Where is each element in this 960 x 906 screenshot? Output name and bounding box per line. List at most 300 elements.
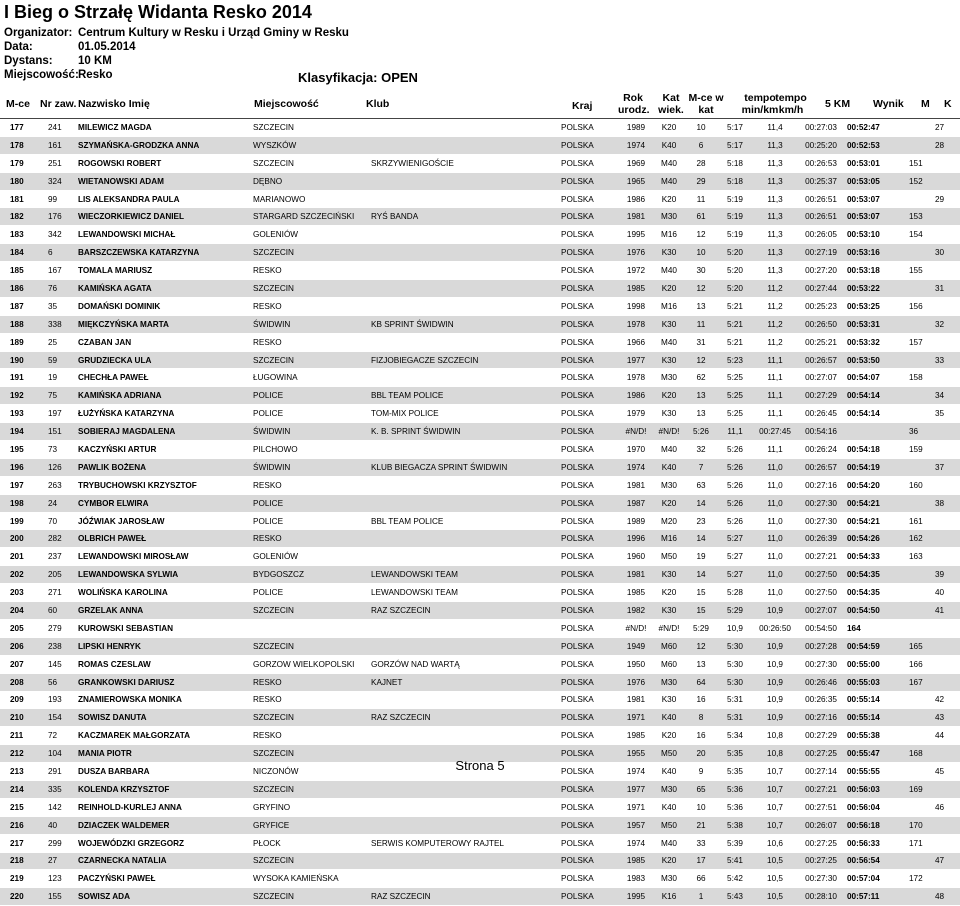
- cell-city: RESKO: [253, 333, 371, 351]
- cell-place-women: 47: [931, 852, 960, 870]
- cell-speed: 10,9: [755, 673, 795, 691]
- cell-category: M40: [651, 262, 687, 280]
- cell-name: LEWANDOWSKI MIROSŁAW: [78, 548, 253, 566]
- table-row: [0, 333, 960, 351]
- cell-bib: 197: [38, 405, 78, 423]
- cell-country: POLSKA: [561, 333, 621, 351]
- cell-place: 202: [0, 566, 38, 584]
- cell-category: K30: [651, 691, 687, 709]
- cell-country: POLSKA: [561, 619, 621, 637]
- cell-club: KB SPRINT ŚWIDWIN: [371, 315, 561, 333]
- cell-category: K40: [651, 709, 687, 727]
- cell-speed: 11,2: [755, 297, 795, 315]
- cell-place: 185: [0, 262, 38, 280]
- table-row: [0, 244, 960, 262]
- cell-city: STARGARD SZCZECIŃSKI: [253, 208, 371, 226]
- cell-bib: 70: [38, 512, 78, 530]
- cell-category: M40: [651, 333, 687, 351]
- cell-place: 216: [0, 816, 38, 834]
- cell-place-women: [931, 834, 960, 852]
- cell-name: LEWANDOWSKI MICHAŁ: [78, 226, 253, 244]
- cell-result: 00:54:20: [847, 476, 905, 494]
- cell-club: [371, 119, 561, 136]
- cell-pace: 5:31: [715, 709, 755, 727]
- cell-category-place: 10: [687, 798, 715, 816]
- cell-country: POLSKA: [561, 476, 621, 494]
- cell-place-men: 169: [905, 780, 931, 798]
- cell-category-place: 62: [687, 369, 715, 387]
- cell-category-place: 16: [687, 691, 715, 709]
- cell-category-place: 12: [687, 637, 715, 655]
- cell-speed: 10,5: [755, 870, 795, 888]
- cell-year: 1978: [621, 315, 651, 333]
- cell-year: 1977: [621, 351, 651, 369]
- cell-name: KAMIŃSKA AGATA: [78, 280, 253, 298]
- cell-year: 1957: [621, 816, 651, 834]
- meta-value: Resko: [78, 69, 113, 81]
- cell-bib: 123: [38, 870, 78, 888]
- cell-city: NICZONÓW: [253, 763, 371, 781]
- table-row: [0, 691, 960, 709]
- cell-year: 1982: [621, 602, 651, 620]
- cell-split-5km: 00:27:51: [795, 798, 847, 816]
- cell-pace: 5:25: [715, 387, 755, 405]
- cell-city: GRYFICE: [253, 816, 371, 834]
- cell-place: 187: [0, 297, 38, 315]
- cell-category: K30: [651, 244, 687, 262]
- cell-city: SZCZECIN: [253, 244, 371, 262]
- cell-speed: 11,1: [755, 387, 795, 405]
- cell-place: 205: [0, 619, 38, 637]
- cell-split-5km: 00:27:30: [795, 512, 847, 530]
- cell-place-men: 159: [905, 441, 931, 459]
- cell-year: 1965: [621, 172, 651, 190]
- cell-club: [371, 244, 561, 262]
- cell-year: 1976: [621, 244, 651, 262]
- cell-place-men: 166: [905, 655, 931, 673]
- cell-category-place: 17: [687, 852, 715, 870]
- cell-speed: 10,9: [755, 691, 795, 709]
- cell-category: K40: [651, 798, 687, 816]
- table-row: [0, 369, 960, 387]
- cell-city: PŁOCK: [253, 834, 371, 852]
- cell-year: 1974: [621, 834, 651, 852]
- cell-split-5km: 00:26:24: [795, 441, 847, 459]
- cell-result: 00:53:05: [847, 172, 905, 190]
- meta-distance: [4, 55, 112, 67]
- cell-result: 00:54:35: [847, 584, 905, 602]
- cell-speed: 11,4: [755, 119, 795, 136]
- cell-speed: 11,3: [755, 208, 795, 226]
- table-row: [0, 780, 960, 798]
- cell-club: [371, 333, 561, 351]
- cell-pace: 5:27: [715, 548, 755, 566]
- cell-city: SZCZECIN: [253, 119, 371, 136]
- cell-split-5km: 00:27:19: [795, 244, 847, 262]
- cell-split-5km: 00:27:21: [795, 780, 847, 798]
- cell-speed: 10,7: [755, 816, 795, 834]
- cell-pace: 5:42: [715, 870, 755, 888]
- table-row: [0, 870, 960, 888]
- cell-place-men: 156: [905, 297, 931, 315]
- cell-place-men: 171: [905, 834, 931, 852]
- cell-city: RESKO: [253, 297, 371, 315]
- cell-result: 00:54:33: [847, 548, 905, 566]
- cell-place-women: 48: [931, 888, 960, 906]
- cell-year: 1960: [621, 548, 651, 566]
- cell-result: 00:54:14: [847, 387, 905, 405]
- table-row: [0, 458, 960, 476]
- cell-place: 186: [0, 280, 38, 298]
- table-row: [0, 548, 960, 566]
- cell-place-women: [931, 172, 960, 190]
- cell-city: POLICE: [253, 584, 371, 602]
- cell-club: [371, 530, 561, 548]
- table-row: [0, 834, 960, 852]
- cell-pace: 5:20: [715, 244, 755, 262]
- cell-result: 00:55:00: [847, 655, 905, 673]
- cell-city: POLICE: [253, 494, 371, 512]
- cell-year: 1971: [621, 798, 651, 816]
- meta-value: 01.05.2014: [78, 41, 136, 53]
- cell-bib: 271: [38, 584, 78, 602]
- cell-name: CHECHŁA PAWEŁ: [78, 369, 253, 387]
- cell-pace: 5:20: [715, 280, 755, 298]
- cell-category-place: 13: [687, 387, 715, 405]
- cell-place: 190: [0, 351, 38, 369]
- cell-split-5km: 00:27:29: [795, 387, 847, 405]
- cell-city: SZCZECIN: [253, 154, 371, 172]
- cell-speed: 11,1: [755, 441, 795, 459]
- cell-place-women: [931, 816, 960, 834]
- cell-pace: 5:35: [715, 763, 755, 781]
- cell-year: 1976: [621, 673, 651, 691]
- cell-place-women: 34: [931, 387, 960, 405]
- cell-category: M60: [651, 637, 687, 655]
- cell-category-place: 13: [687, 297, 715, 315]
- cell-pace: 11,1: [715, 423, 755, 441]
- cell-year: 1995: [621, 888, 651, 906]
- cell-result: 00:56:33: [847, 834, 905, 852]
- cell-place-women: [931, 548, 960, 566]
- cell-place: 182: [0, 208, 38, 226]
- cell-bib: 291: [38, 763, 78, 781]
- cell-result: 00:55:14: [847, 691, 905, 709]
- cell-bib: 75: [38, 387, 78, 405]
- cell-name: DUSZA BARBARA: [78, 763, 253, 781]
- cell-pace: 5:25: [715, 369, 755, 387]
- cell-club: SERWIS KOMPUTEROWY RAJTEL: [371, 834, 561, 852]
- results-table: [0, 119, 960, 906]
- meta-label: Miejscowość:: [4, 69, 79, 81]
- cell-pace: 5:30: [715, 655, 755, 673]
- cell-place-women: 27: [931, 119, 960, 136]
- cell-country: POLSKA: [561, 584, 621, 602]
- cell-year: 1985: [621, 852, 651, 870]
- cell-category-place: 15: [687, 602, 715, 620]
- cell-split-5km: 00:28:10: [795, 888, 847, 906]
- cell-pace: 5:43: [715, 888, 755, 906]
- cell-speed: 10,9: [755, 602, 795, 620]
- cell-name: LIPSKI HENRYK: [78, 637, 253, 655]
- cell-bib: 24: [38, 494, 78, 512]
- cell-split-5km: 00:26:39: [795, 530, 847, 548]
- cell-club: [371, 494, 561, 512]
- cell-split-5km: 00:27:14: [795, 763, 847, 781]
- cell-name: WOJEWÓDZKI GRZEGORZ: [78, 834, 253, 852]
- cell-country: POLSKA: [561, 136, 621, 154]
- cell-city: SZCZECIN: [253, 888, 371, 906]
- cell-place-women: 37: [931, 458, 960, 476]
- cell-place: 201: [0, 548, 38, 566]
- cell-place-women: 32: [931, 315, 960, 333]
- cell-name: CZABAN JAN: [78, 333, 253, 351]
- cell-place-men: [905, 244, 931, 262]
- cell-result: 00:56:03: [847, 780, 905, 798]
- cell-pace: 5:26: [715, 494, 755, 512]
- cell-country: POLSKA: [561, 208, 621, 226]
- cell-result: 00:53:16: [847, 244, 905, 262]
- cell-bib: 241: [38, 119, 78, 136]
- table-row: [0, 226, 960, 244]
- cell-split-5km: 00:26:53: [795, 154, 847, 172]
- cell-country: POLSKA: [561, 262, 621, 280]
- cell-split-5km: 00:26:07: [795, 816, 847, 834]
- cell-category-place: 12: [687, 280, 715, 298]
- table-row: [0, 405, 960, 423]
- cell-year: 1981: [621, 208, 651, 226]
- cell-city: ŁUGOWINA: [253, 369, 371, 387]
- cell-result: 00:53:32: [847, 333, 905, 351]
- cell-pace: 5:21: [715, 315, 755, 333]
- cell-pace: 5:26: [715, 476, 755, 494]
- cell-name: WIECZORKIEWICZ DANIEL: [78, 208, 253, 226]
- cell-result: 00:54:21: [847, 494, 905, 512]
- cell-category: #N/D!: [651, 423, 687, 441]
- header-pace: tempo min/km: [741, 92, 779, 116]
- cell-country: POLSKA: [561, 566, 621, 584]
- cell-place: 211: [0, 727, 38, 745]
- cell-bib: 73: [38, 441, 78, 459]
- cell-bib: 104: [38, 745, 78, 763]
- cell-result: 00:53:01: [847, 154, 905, 172]
- cell-year: 1978: [621, 369, 651, 387]
- cell-name: KACZMAREK MAŁGORZATA: [78, 727, 253, 745]
- cell-bib: 155: [38, 888, 78, 906]
- cell-club: RAZ SZCZECIN: [371, 602, 561, 620]
- cell-country: POLSKA: [561, 691, 621, 709]
- cell-place: 204: [0, 602, 38, 620]
- cell-pace: 5:26: [715, 458, 755, 476]
- cell-category-place: 6: [687, 136, 715, 154]
- cell-category-place: 31: [687, 333, 715, 351]
- cell-place: 208: [0, 673, 38, 691]
- cell-speed: 11,3: [755, 136, 795, 154]
- cell-category-place: 66: [687, 870, 715, 888]
- cell-place: 196: [0, 458, 38, 476]
- table-row: [0, 154, 960, 172]
- cell-city: ŚWIDWIN: [253, 315, 371, 333]
- cell-city: RESKO: [253, 673, 371, 691]
- table-row: [0, 262, 960, 280]
- cell-city: DĘBNO: [253, 172, 371, 190]
- cell-year: 1955: [621, 745, 651, 763]
- cell-speed: 11,3: [755, 172, 795, 190]
- cell-result: 00:54:14: [847, 405, 905, 423]
- cell-club: [371, 727, 561, 745]
- cell-category: K30: [651, 602, 687, 620]
- cell-year: 1986: [621, 190, 651, 208]
- header-city: Miejscowość: [254, 98, 319, 110]
- cell-result: [847, 423, 905, 441]
- cell-year: 1974: [621, 458, 651, 476]
- cell-city: RESKO: [253, 530, 371, 548]
- cell-place-women: [931, 154, 960, 172]
- cell-club: [371, 190, 561, 208]
- cell-club: BBL TEAM POLICE: [371, 512, 561, 530]
- cell-bib: 299: [38, 834, 78, 852]
- cell-pace: 5:30: [715, 637, 755, 655]
- cell-category: K20: [651, 584, 687, 602]
- cell-year: 1981: [621, 566, 651, 584]
- cell-club: [371, 852, 561, 870]
- cell-name: PACZYŃSKI PAWEŁ: [78, 870, 253, 888]
- cell-name: KAMIŃSKA ADRIANA: [78, 387, 253, 405]
- cell-result: 00:55:14: [847, 709, 905, 727]
- cell-category-place: 32: [687, 441, 715, 459]
- cell-bib: 154: [38, 709, 78, 727]
- cell-category-place: 14: [687, 530, 715, 548]
- cell-club: BBL TEAM POLICE: [371, 387, 561, 405]
- cell-speed: 11,0: [755, 566, 795, 584]
- table-row: [0, 709, 960, 727]
- cell-split-5km: 00:27:21: [795, 548, 847, 566]
- cell-year: 1996: [621, 530, 651, 548]
- table-header: [0, 90, 960, 119]
- cell-bib: 205: [38, 566, 78, 584]
- cell-country: POLSKA: [561, 441, 621, 459]
- cell-place-women: [931, 441, 960, 459]
- cell-speed: 10,9: [755, 655, 795, 673]
- cell-place: 219: [0, 870, 38, 888]
- cell-name: CYMBOR ELWIRA: [78, 494, 253, 512]
- cell-place-women: 33: [931, 351, 960, 369]
- cell-place-men: 153: [905, 208, 931, 226]
- cell-club: [371, 280, 561, 298]
- cell-category-place: 11: [687, 315, 715, 333]
- cell-place: 178: [0, 136, 38, 154]
- cell-year: 1950: [621, 655, 651, 673]
- cell-speed: 11,0: [755, 512, 795, 530]
- cell-category: M30: [651, 673, 687, 691]
- cell-place-men: [905, 190, 931, 208]
- cell-split-5km: 00:25:21: [795, 333, 847, 351]
- cell-place-men: [905, 619, 931, 637]
- cell-name: SOBIERAJ MAGDALENA: [78, 423, 253, 441]
- cell-result: 00:53:25: [847, 297, 905, 315]
- cell-year: 1989: [621, 119, 651, 136]
- cell-name: KOLENDA KRZYSZTOF: [78, 780, 253, 798]
- cell-city: GRYFINO: [253, 798, 371, 816]
- cell-bib: 167: [38, 262, 78, 280]
- cell-place: 200: [0, 530, 38, 548]
- cell-category-place: 61: [687, 208, 715, 226]
- table-row: [0, 798, 960, 816]
- cell-club: [371, 691, 561, 709]
- cell-city: SZCZECIN: [253, 280, 371, 298]
- cell-place-men: 151: [905, 154, 931, 172]
- cell-country: POLSKA: [561, 637, 621, 655]
- cell-city: [253, 619, 371, 637]
- cell-country: POLSKA: [561, 852, 621, 870]
- cell-result: 00:55:38: [847, 727, 905, 745]
- header-mcat: M-ce w kat: [688, 92, 724, 116]
- cell-club: RYŚ BANDA: [371, 208, 561, 226]
- cell-bib: 279: [38, 619, 78, 637]
- cell-pace: 5:36: [715, 798, 755, 816]
- cell-split-5km: 00:27:30: [795, 870, 847, 888]
- cell-speed: 11,0: [755, 548, 795, 566]
- table-row: [0, 315, 960, 333]
- header-k: K: [944, 98, 952, 110]
- header-5km: 5 KM: [825, 98, 851, 110]
- cell-result: 00:56:18: [847, 816, 905, 834]
- cell-name: KACZYŃSKI ARTUR: [78, 441, 253, 459]
- cell-name: SOWISZ ADA: [78, 888, 253, 906]
- cell-result: 00:53:18: [847, 262, 905, 280]
- cell-place-men: [905, 494, 931, 512]
- cell-speed: 11,0: [755, 458, 795, 476]
- cell-name: GRZELAK ANNA: [78, 602, 253, 620]
- cell-place-men: [905, 798, 931, 816]
- cell-club: SKRZYWIENIGOŚCIE: [371, 154, 561, 172]
- cell-name: MIĘKCZYŃSKA MARTA: [78, 315, 253, 333]
- cell-speed: 11,3: [755, 226, 795, 244]
- cell-country: POLSKA: [561, 709, 621, 727]
- cell-place-women: [931, 619, 960, 637]
- cell-category: M30: [651, 780, 687, 798]
- table-row: [0, 351, 960, 369]
- cell-category-place: 14: [687, 566, 715, 584]
- cell-year: #N/D!: [621, 619, 651, 637]
- cell-speed: 11,1: [755, 351, 795, 369]
- cell-place-men: [905, 405, 931, 423]
- cell-place-men: [905, 852, 931, 870]
- cell-club: FIZJOBIEGACZE SZCZECIN: [371, 351, 561, 369]
- cell-place-women: 43: [931, 709, 960, 727]
- cell-pace: 5:26: [715, 441, 755, 459]
- cell-club: [371, 226, 561, 244]
- cell-place-men: [905, 351, 931, 369]
- cell-pace: 5:29: [715, 602, 755, 620]
- cell-category-place: 7: [687, 458, 715, 476]
- header-country: Kraj: [572, 100, 593, 112]
- cell-result: 00:52:53: [847, 136, 905, 154]
- cell-bib: 40: [38, 816, 78, 834]
- cell-club: KLUB BIEGACZA SPRINT ŚWIDWIN: [371, 458, 561, 476]
- cell-split-5km: 00:27:50: [795, 584, 847, 602]
- cell-name: JÓŹWIAK JAROSŁAW: [78, 512, 253, 530]
- cell-city: SZCZECIN: [253, 602, 371, 620]
- cell-place-women: [931, 262, 960, 280]
- cell-split-5km: 00:27:25: [795, 745, 847, 763]
- meta-date: [4, 41, 136, 53]
- cell-split-5km: 00:25:23: [795, 297, 847, 315]
- cell-year: 1979: [621, 405, 651, 423]
- cell-place-men: 161: [905, 512, 931, 530]
- cell-pace: 5:30: [715, 673, 755, 691]
- cell-category: M16: [651, 297, 687, 315]
